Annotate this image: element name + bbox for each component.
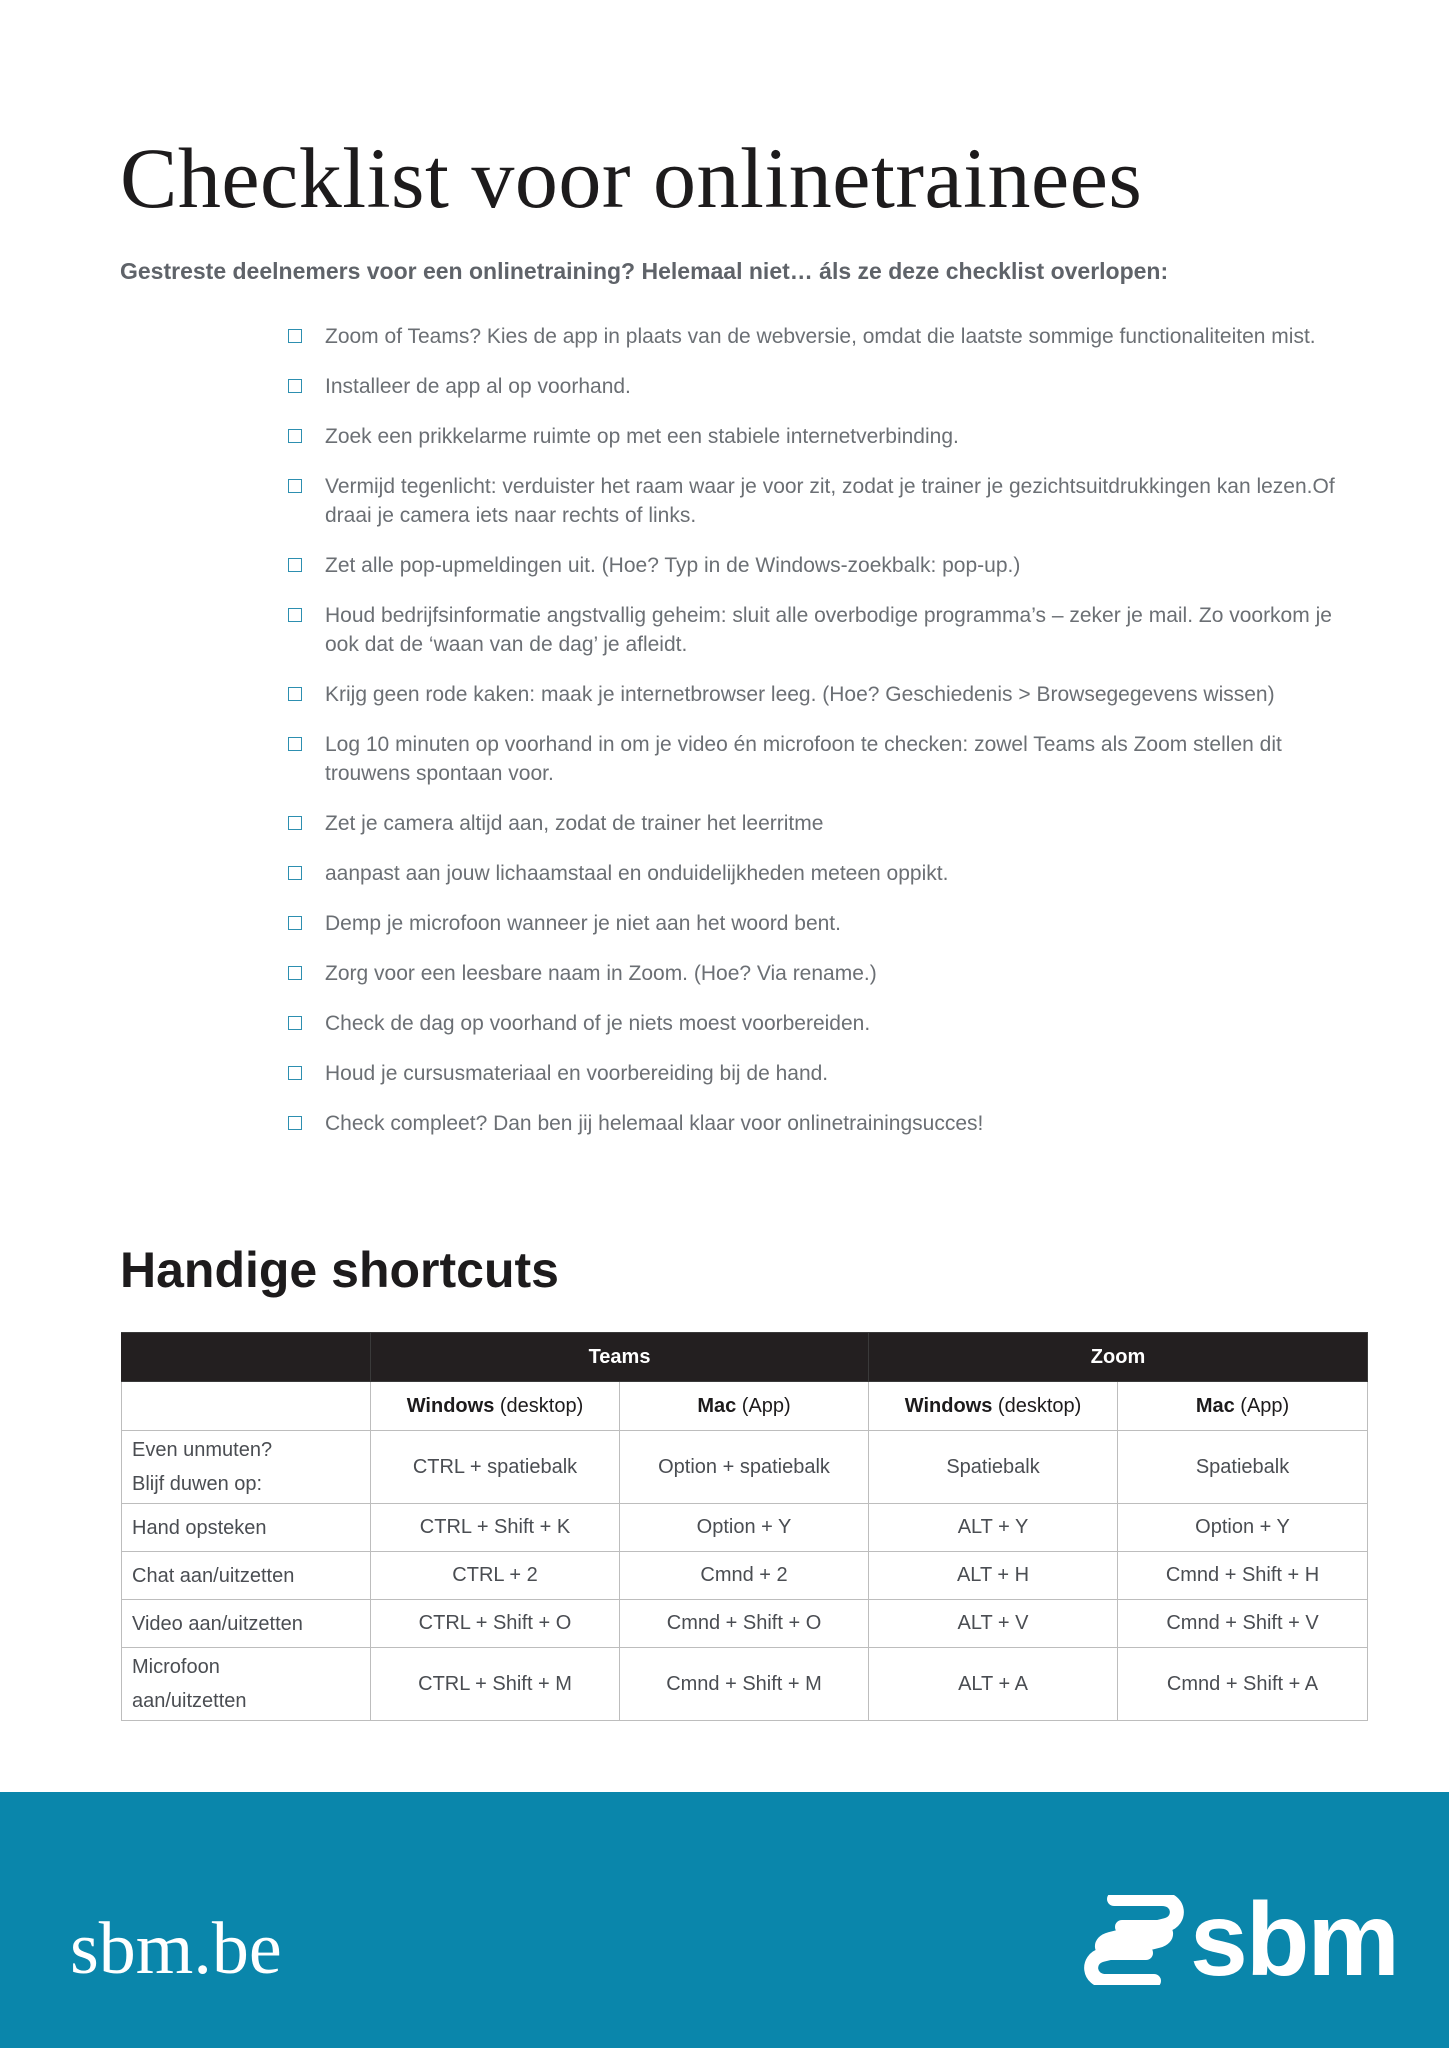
shortcut-cell: Cmnd + Shift + O: [620, 1600, 869, 1648]
shortcut-cell: Cmnd + Shift + M: [620, 1648, 869, 1721]
shortcut-cell: CTRL + Shift + K: [371, 1504, 620, 1552]
action-line: Chat aan/uitzetten: [132, 1564, 295, 1587]
checkbox[interactable]: [288, 558, 302, 572]
checklist-item: [288, 680, 1368, 709]
checklist-item-text: Zorg voor een leesbare naam in Zoom. (Hoe? Via rename.): [325, 962, 877, 985]
header-empty-cell: [122, 1333, 371, 1382]
platform-variant: (desktop): [499, 1394, 584, 1417]
checklist-item-text: aanpast aan jouw lichaamstaal en onduidelijkheden meteen oppikt.: [325, 862, 949, 885]
shortcut-cell: Cmnd + Shift + V: [1118, 1600, 1368, 1648]
checklist-item-text: Demp je microfoon wanneer je niet aan het woord bent.: [325, 912, 841, 935]
platform-os: Mac: [697, 1394, 737, 1417]
platform-variant: (desktop): [997, 1394, 1082, 1417]
shortcuts-table: [121, 1332, 1368, 1721]
action-line: Blijf duwen op:: [132, 1473, 263, 1495]
platform-os: Windows: [904, 1394, 993, 1417]
table-row: [122, 1552, 1368, 1600]
action-cell: [122, 1600, 371, 1648]
shortcut-cell: Option + spatiebalk: [620, 1431, 869, 1504]
platform-os: Windows: [406, 1394, 495, 1417]
table-group-header: [122, 1333, 1368, 1382]
checkbox[interactable]: [288, 966, 302, 980]
intro-text: Gestreste deelnemers voor een onlinetraining? Helemaal niet… áls ze deze checklist overlopen:: [120, 258, 1169, 284]
table-row: [122, 1431, 1368, 1504]
checkbox[interactable]: [288, 1116, 302, 1130]
shortcut-cell: Spatiebalk: [869, 1431, 1118, 1504]
action-line: Video aan/uitzetten: [132, 1612, 303, 1635]
checklist-item-text: Zet alle pop-upmeldingen uit. (Hoe? Typ in de Windows-zoekbalk: pop-up.): [325, 554, 1021, 577]
platform-os: Mac: [1195, 1394, 1235, 1417]
checklist-item: [288, 1009, 1368, 1038]
shortcut-cell: Cmnd + 2: [620, 1552, 869, 1600]
checkbox[interactable]: [288, 916, 302, 930]
checkbox[interactable]: [288, 479, 302, 493]
table-row: [122, 1504, 1368, 1552]
shortcut-cell: Option + Y: [1118, 1504, 1368, 1552]
shortcut-cell: Cmnd + Shift + A: [1118, 1648, 1368, 1721]
checkbox[interactable]: [288, 329, 302, 343]
checkbox[interactable]: [288, 687, 302, 701]
action-cell: [122, 1552, 371, 1600]
platform-variant: (App): [1240, 1394, 1290, 1417]
action-cell: [122, 1431, 371, 1504]
checkbox[interactable]: [288, 429, 302, 443]
checkbox[interactable]: [288, 737, 302, 751]
checklist-item: [288, 1059, 1368, 1088]
checklist-item: [288, 601, 1368, 659]
action-line: Hand opsteken: [132, 1516, 267, 1539]
sbm-logo-text: sbm: [1190, 1882, 1398, 1998]
shortcut-cell: CTRL + spatiebalk: [371, 1431, 620, 1504]
checklist-item-text: Houd bedrijfsinformatie angstvallig geheim: sluit alle overbodige programma’s – zeker je mail. Zo voorkom je ook dat de ‘waan van de dag’ je afleidt.: [325, 604, 1332, 656]
action-line: aan/uitzetten: [132, 1690, 247, 1712]
shortcut-cell: ALT + H: [869, 1552, 1118, 1600]
checkbox[interactable]: [288, 816, 302, 830]
checklist-item-text: Zet je camera altijd aan, zodat de trainer het leerritme: [325, 812, 824, 835]
checklist-item: [288, 372, 1368, 401]
platform-header: [371, 1382, 620, 1431]
group-header-teams: Teams: [371, 1333, 869, 1382]
sbm-logo-icon: [1084, 1895, 1184, 1985]
footer-url[interactable]: sbm.be: [70, 1908, 282, 1990]
shortcut-cell: ALT + A: [869, 1648, 1118, 1721]
checklist-item: [288, 859, 1368, 888]
table-platform-header: [122, 1382, 1368, 1431]
shortcut-cell: Spatiebalk: [1118, 1431, 1368, 1504]
platform-variant: (App): [741, 1394, 791, 1417]
sbm-logo: [1084, 1882, 1398, 1998]
shortcut-cell: Option + Y: [620, 1504, 869, 1552]
checklist-item: [288, 959, 1368, 988]
group-header-zoom: Zoom: [869, 1333, 1368, 1382]
checklist-item: [288, 472, 1368, 530]
shortcut-cell: ALT + V: [869, 1600, 1118, 1648]
checklist-item-text: Check compleet? Dan ben jij helemaal klaar voor onlinetrainingsucces!: [325, 1112, 984, 1135]
shortcut-cell: CTRL + Shift + O: [371, 1600, 620, 1648]
action-cell: [122, 1504, 371, 1552]
checklist-item-text: Zoek een prikkelarme ruimte op met een stabiele internetverbinding.: [325, 425, 959, 448]
action-line: Microfoon: [132, 1656, 220, 1678]
checklist-item: [288, 809, 1368, 838]
platform-header: [869, 1382, 1118, 1431]
checklist-item-text: Krijg geen rode kaken: maak je internetbrowser leeg. (Hoe? Geschiedenis > Browsegegevens wissen): [325, 683, 1275, 706]
checklist: [288, 322, 1368, 1159]
shortcuts-title: Handige shortcuts: [120, 1242, 559, 1298]
checkbox[interactable]: [288, 866, 302, 880]
table-row: [122, 1648, 1368, 1721]
checkbox[interactable]: [288, 608, 302, 622]
action-line: Even unmuten?: [132, 1439, 273, 1461]
checklist-item: [288, 551, 1368, 580]
checklist-item: [288, 322, 1368, 351]
page-title: Checklist voor onlinetrainees: [120, 130, 1143, 226]
checklist-item: [288, 909, 1368, 938]
action-cell: [122, 1648, 371, 1721]
checklist-item-text: Check de dag op voorhand of je niets moest voorbereiden.: [325, 1012, 871, 1035]
platform-header: [1118, 1382, 1368, 1431]
checkbox[interactable]: [288, 1016, 302, 1030]
checkbox[interactable]: [288, 1066, 302, 1080]
checklist-item: [288, 730, 1368, 788]
checklist-item: [288, 422, 1368, 451]
shortcut-cell: ALT + Y: [869, 1504, 1118, 1552]
platform-empty-cell: [122, 1382, 371, 1431]
checkbox[interactable]: [288, 379, 302, 393]
checklist-item-text: Zoom of Teams? Kies de app in plaats van de webversie, omdat die laatste sommige functionaliteiten mist.: [325, 325, 1316, 348]
table-row: [122, 1600, 1368, 1648]
shortcut-cell: Cmnd + Shift + H: [1118, 1552, 1368, 1600]
shortcut-cell: CTRL + Shift + M: [371, 1648, 620, 1721]
checklist-item-text: Log 10 minuten op voorhand in om je video én microfoon te checken: zowel Teams als Zoom stellen dit trouwens spontaan voor.: [325, 733, 1282, 785]
checklist-item: [288, 1109, 1368, 1138]
checklist-item-text: Installeer de app al op voorhand.: [325, 375, 631, 398]
checklist-item-text: Houd je cursusmateriaal en voorbereiding bij de hand.: [325, 1062, 829, 1085]
platform-header: [620, 1382, 869, 1431]
checklist-item-text: Vermijd tegenlicht: verduister het raam waar je voor zit, zodat je trainer je gezichtsuitdrukkingen kan lezen.Of draai je camera iets naar rechts of links.: [325, 475, 1335, 527]
shortcut-cell: CTRL + 2: [371, 1552, 620, 1600]
